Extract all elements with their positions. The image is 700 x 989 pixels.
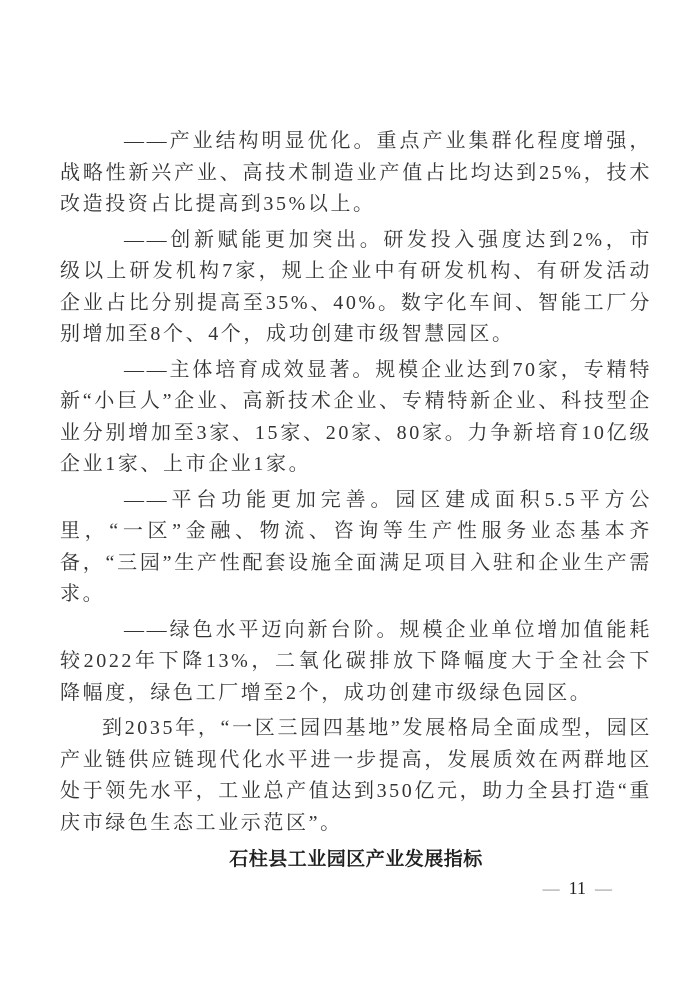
document-body	[60, 126, 652, 873]
body-paragraph: ——产业结构明显优化。重点产业集群化程度增强，战略性新兴产业、高技术制造业产值占比均达到25%，技术改造投资占比提高到35%以上。	[60, 130, 652, 215]
body-paragraph: ——主体培育成效显著。规模企业达到70家，专精特新“小巨人”企业、高新技术企业、专精特新企业、科技型企业分别增加至3家、15家、20家、80家。力争新培育10亿级企业1家、上市企业1家。	[60, 358, 652, 475]
page-number-left-dash: —	[542, 878, 560, 898]
page-number-right-dash: —	[595, 878, 612, 898]
body-paragraph: 到2035年，“一区三园四基地”发展格局全面成型，园区产业链供应链现代化水平进一步提高，发展质效在两群地区处于领先水平，工业总产值达到350亿元，助力全县打造“重庆市绿色生态工业示范区”。	[60, 717, 652, 834]
body-paragraph: ——平台功能更加完善。园区建成面积5.5平方公里，“一区”金融、物流、咨询等生产性服务业态基本齐备，“三园”生产性配套设施全面满足项目入驻和企业生产需求。	[60, 488, 652, 605]
body-paragraph: ——创新赋能更加突出。研发投入强度达到2%，市级以上研发机构7家，规上企业中有研发机构、有研发活动企业占比分别提高至35%、40%。数字化车间、智能工厂分别增加至8个、4个，成功创建市级智慧园区。	[60, 228, 652, 345]
page-number	[543, 879, 612, 897]
page-number-value: 11	[568, 878, 586, 898]
section-heading: 石柱县工业园区产业发展指标	[229, 849, 483, 870]
body-paragraph: ——绿色水平迈向新台阶。规模企业单位增加值能耗较2022年下降13%，二氧化碳排放下降幅度大于全社会下降幅度，绿色工厂增至2个，成功创建市级绿色园区。	[60, 618, 652, 704]
